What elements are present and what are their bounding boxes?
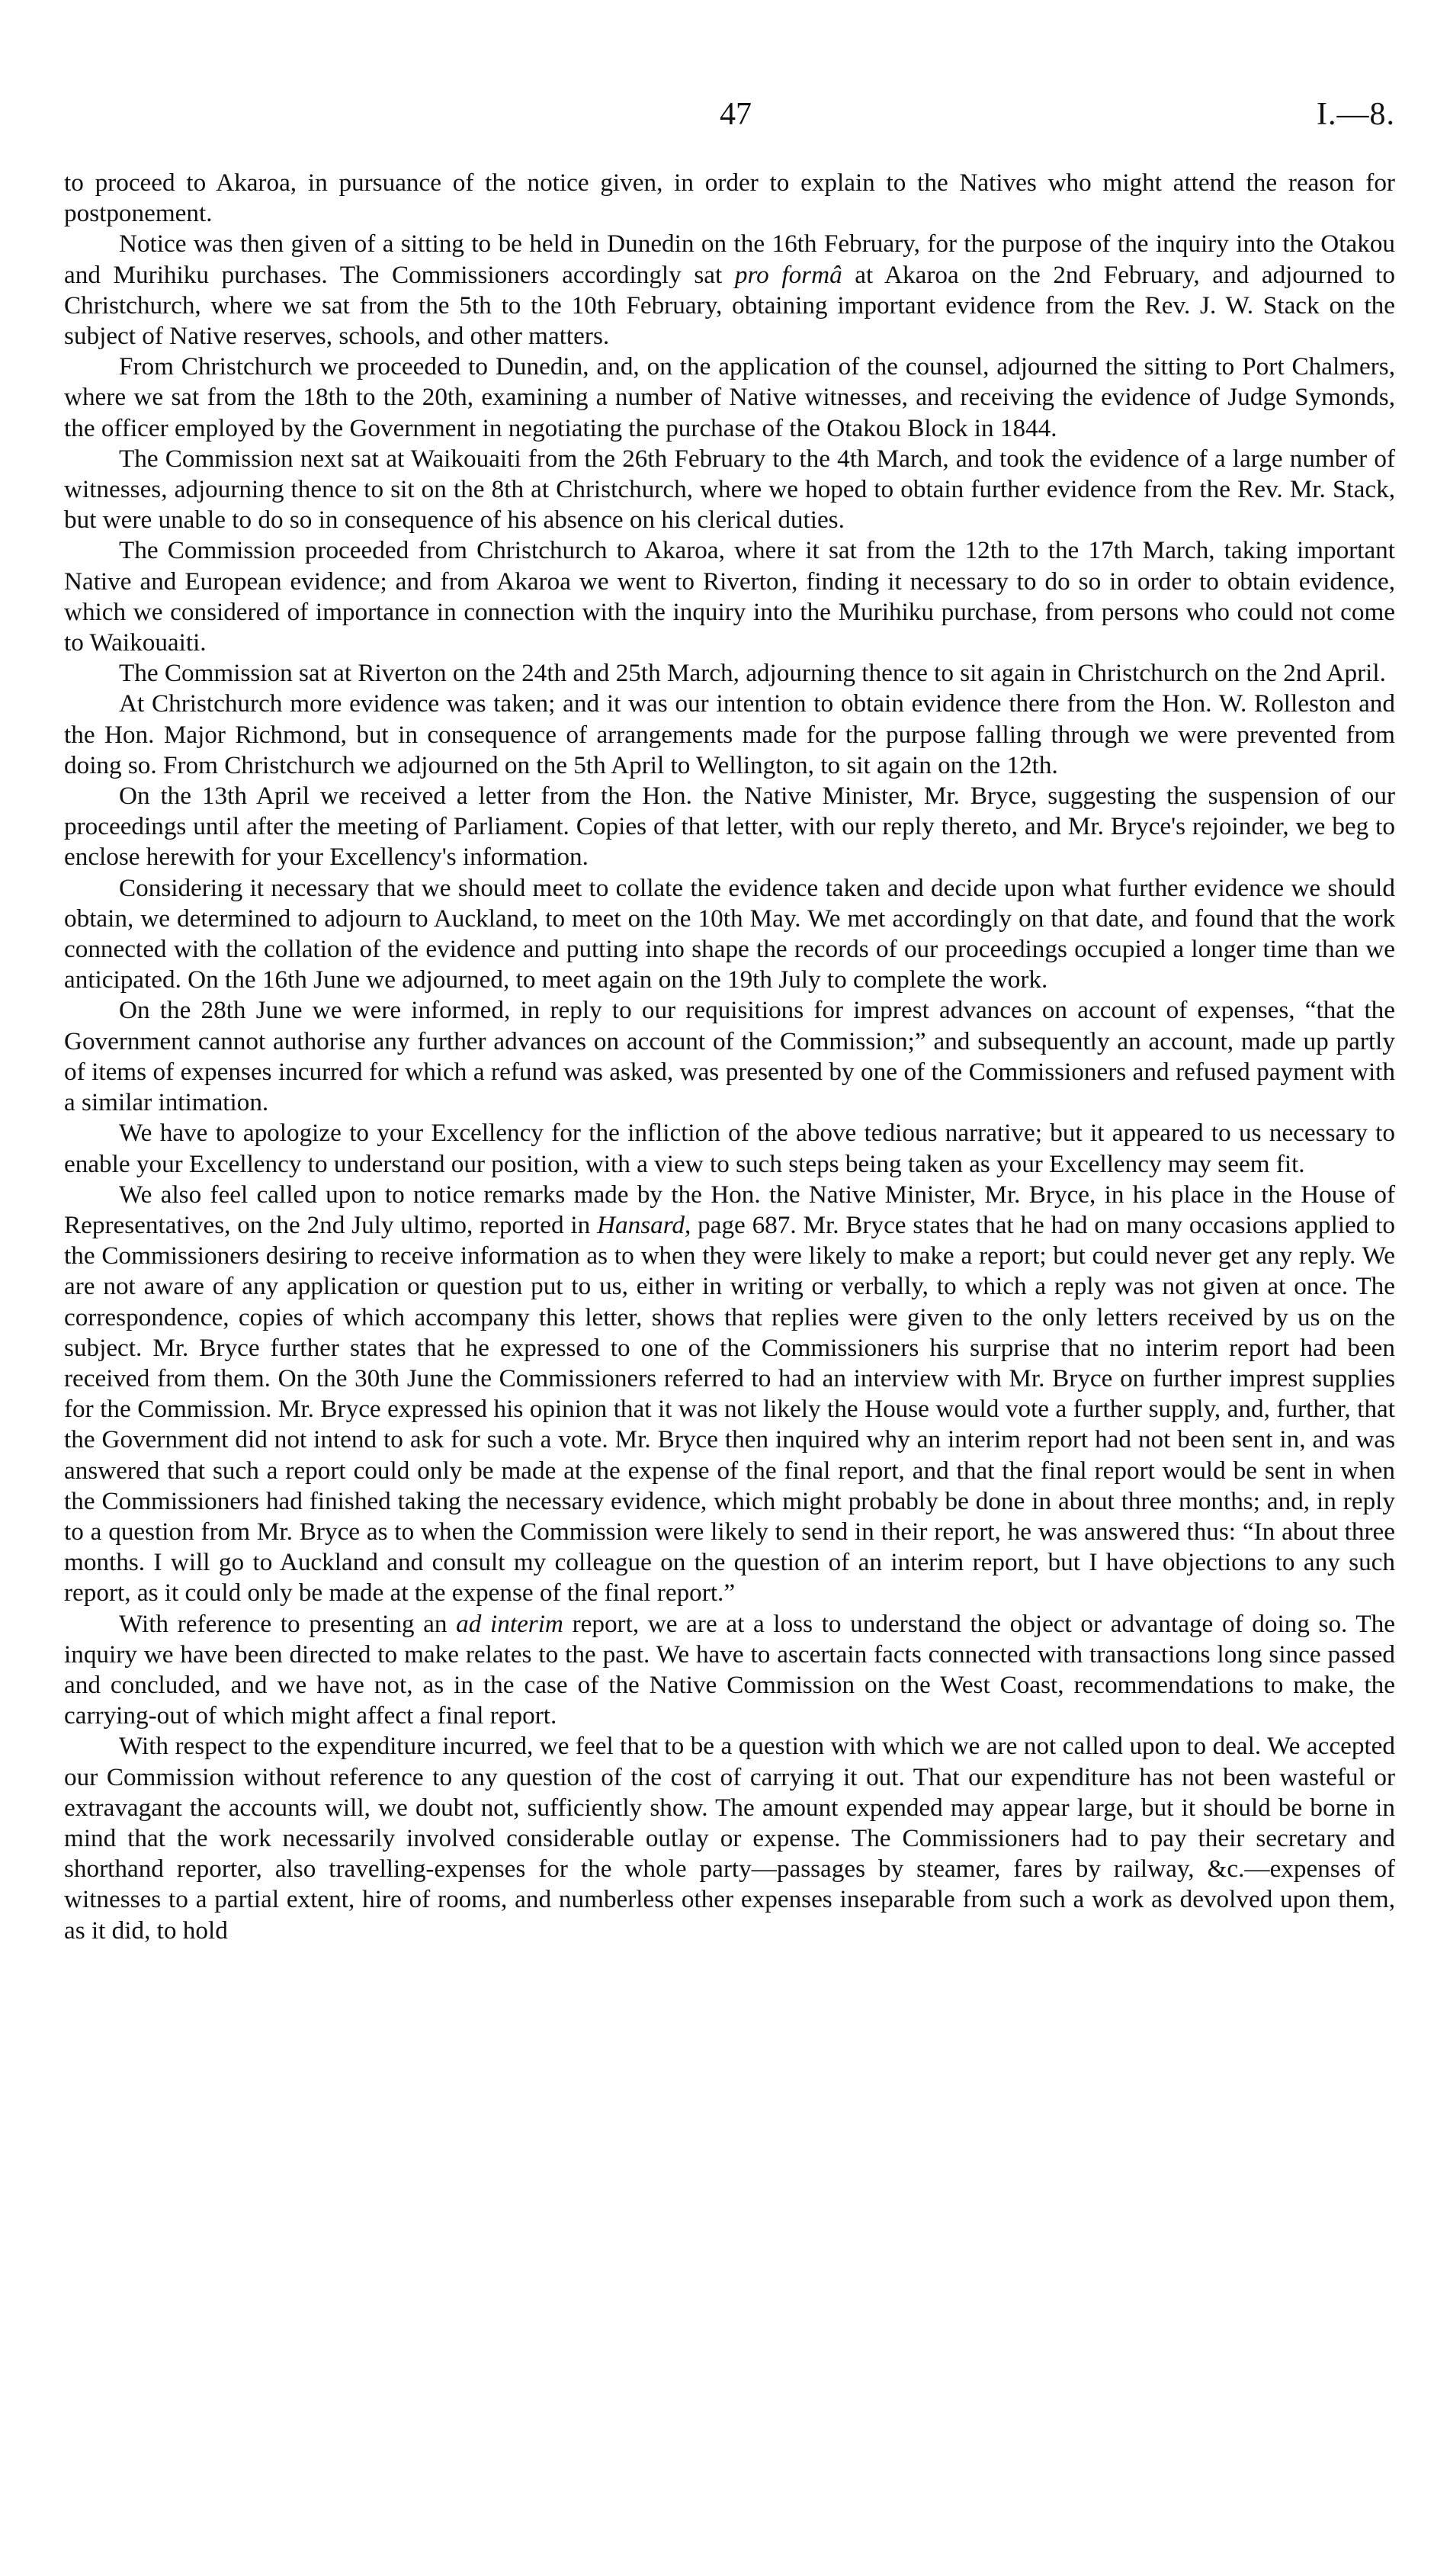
paragraph [64, 535, 1395, 658]
document-page [64, 0, 1395, 1945]
paragraph-text: The Commission proceeded from Christchurch to Akaroa, where it sat from the 12th to the 17th March, taking important Native and European evidence; and from Akaroa we went to Riverton, finding it necessary to do so in order to obtain evidence, which we considered of importance in connection with the inquiry into the Murihiku purchase, from persons who could not come to Waikouaiti. [64, 536, 1395, 657]
paragraph-text: We have to apologize to your Excellency for the infliction of the above tedious narrative; but it appeared to us necessary to enable your Excellency to understand our position, with a view to such steps being taken as your Excellency may seem fit. [64, 1119, 1395, 1178]
paragraph-text: At Christchurch more evidence was taken; and it was our intention to obtain evidence there from the Hon. W. Rolleston and the Hon. Major Richmond, but in consequence of arrangements made for the purpose falling through we were prevented from doing so. From Christchurch we adjourned on the 5th April to Wellington, to sit again on the 12th. [64, 689, 1395, 779]
paragraph [64, 352, 1395, 444]
paragraph-text: On the 13th April we received a letter from the Hon. the Native Minister, Mr. Bryce, suggesting the suspension of our proceedings until after the meeting of Parliament. Copies of that letter, with our reply thereto, and Mr. Bryce's rejoinder, we beg to enclose herewith for your Excellency's information. [64, 782, 1395, 872]
paragraph-text: Notice was then given of a sitting to be held in Dunedin on the 16th February, for the purpose of the inquiry into the Otakou and Murihiku purchases. The Commissioners accordingly sat [64, 230, 1395, 289]
italic-text: Hansard [597, 1210, 685, 1239]
paragraph [64, 689, 1395, 781]
paragraph-text: to proceed to Akaroa, in pursuance of the notice given, in order to explain to the Natives who might attend the reason for postponement. [64, 169, 1395, 228]
paragraph-text: The Commission next sat at Waikouaiti from the 26th February to the 4th March, and took the evidence of a large number of witnesses, adjourning thence to sit on the 8th at Christchurch, where we hoped to obtain further evidence from the Rev. Mr. Stack, but were unable to do so in consequence of his absence on his clerical duties. [64, 444, 1395, 535]
body-text [64, 168, 1395, 1946]
page-number: 47 [720, 97, 752, 132]
document-series-number: I.—8. [1317, 97, 1395, 132]
italic-text: pro formâ [734, 260, 842, 289]
paragraph [64, 995, 1395, 1118]
paragraph [64, 229, 1395, 352]
paragraph-text: On the 28th June we were informed, in reply to our requisitions for imprest advances on account of expenses, “that the Government cannot authorise any further advances on account of the Commission;” and subsequently an account, made up partly of items of expenses incurred for which a refund was asked, was presented by one of the Commissioners and refused payment with a similar intimation. [64, 996, 1395, 1117]
paragraph-text: at Akaroa on the 2nd February, and adjourned to Christchurch, where we sat from the 5th to the 10th February, obtaining important evidence from the Rev. J. W. Stack on the subject of Native reserves, schools, and other matters. [64, 260, 1395, 351]
paragraph [64, 444, 1395, 536]
paragraph-text: We also feel called upon to notice remarks made by the Hon. the Native Minister, Mr. Bryce, in his place in the House of Representatives, on the 2nd July ultimo, reported in [64, 1180, 1395, 1239]
page-header [64, 0, 1395, 153]
paragraph [64, 658, 1395, 689]
paragraph [64, 781, 1395, 873]
paragraph [64, 1180, 1395, 1609]
paragraph-text: report, we are at a loss to understand the object or advantage of doing so. The inquiry we have been directed to make relates to the past. We have to ascertain facts connected with transactions long since passed and concluded, and we have not, as in the case of the Native Commission on the West Coast, recommendations to make, the carrying-out of which might affect a final report. [64, 1609, 1395, 1730]
paragraph [64, 1118, 1395, 1179]
paragraph-text: From Christchurch we proceeded to Dunedin, and, on the application of the counsel, adjourned the sitting to Port Chalmers, where we sat from the 18th to the 20th, examining a number of Native witnesses, and receiving the evidence of Judge Symonds, the officer employed by the Government in negotiating the purchase of the Otakou Block in 1844. [64, 352, 1395, 442]
paragraph [64, 873, 1395, 996]
paragraph [64, 1609, 1395, 1732]
paragraph-text: With reference to presenting an [119, 1609, 457, 1638]
paragraph-text: , page 687. Mr. Bryce states that he had on many occasions applied to the Commissioners desiring to receive information as to when they were likely to make a report; but could never get any reply. We are not aware of any application or question put to us, either in writing or verbally, to which a reply was not given at once. The correspondence, copies of which accompany this letter, shows that replies were given to the only letters received by us on the subject. Mr. Bryce further states that he expressed to one of the Commissioners his surprise that no interim report had been received from them. On the 30th June the Commissioners referred to had an interview with Mr. Bryce on further imprest supplies for the Commission. Mr. Bryce expressed his opinion that it was not likely the House would vote a further supply, and, further, that the Government did not intend to ask for such a vote. Mr. Bryce then inquired why an interim report had not been sent in, and was answered that such a report could only be made at the expense of the final report, and that the final report would be sent in when the Commissioners had finished taking the necessary evidence, which might probably be done in about three months; and, in reply to a question from Mr. Bryce as to when the Commission were likely to send in their report, he was answered thus: “In about three months. I will go to Auckland and consult my colleague on the question of an interim report, but I have objections to any such report, as it could only be made at the expense of the final report.” [64, 1210, 1395, 1608]
paragraph-text: The Commission sat at Riverton on the 24th and 25th March, adjourning thence to sit again in Christchurch on the 2nd April. [119, 659, 1386, 688]
paragraph [64, 1731, 1395, 1945]
italic-text: ad interim [456, 1609, 563, 1638]
paragraph-text: Considering it necessary that we should meet to collate the evidence taken and decide upon what further evidence we should obtain, we determined to adjourn to Auckland, to meet on the 10th May. We met accordingly on that date, and found that the work connected with the collation of the evidence and putting into shape the records of our proceedings occupied a longer time than we anticipated. On the 16th June we adjourned, to meet again on the 19th July to complete the work. [64, 873, 1395, 994]
paragraph-text: With respect to the expenditure incurred, we feel that to be a question with which we are not called upon to deal. We accepted our Commission without reference to any question of the cost of carrying it out. That our expenditure has not been wasteful or extravagant the accounts will, we doubt not, sufficiently show. The amount expended may appear large, but it should be borne in mind that the work necessarily involved considerable outlay or expense. The Commissioners had to pay their secretary and shorthand reporter, also travelling-expenses for the whole party—passages by steamer, fares by railway, &c.—expenses of witnesses to a partial extent, hire of rooms, and numberless other expenses inseparable from such a work as devolved upon them, as it did, to hold [64, 1732, 1395, 1945]
paragraph [64, 168, 1395, 229]
